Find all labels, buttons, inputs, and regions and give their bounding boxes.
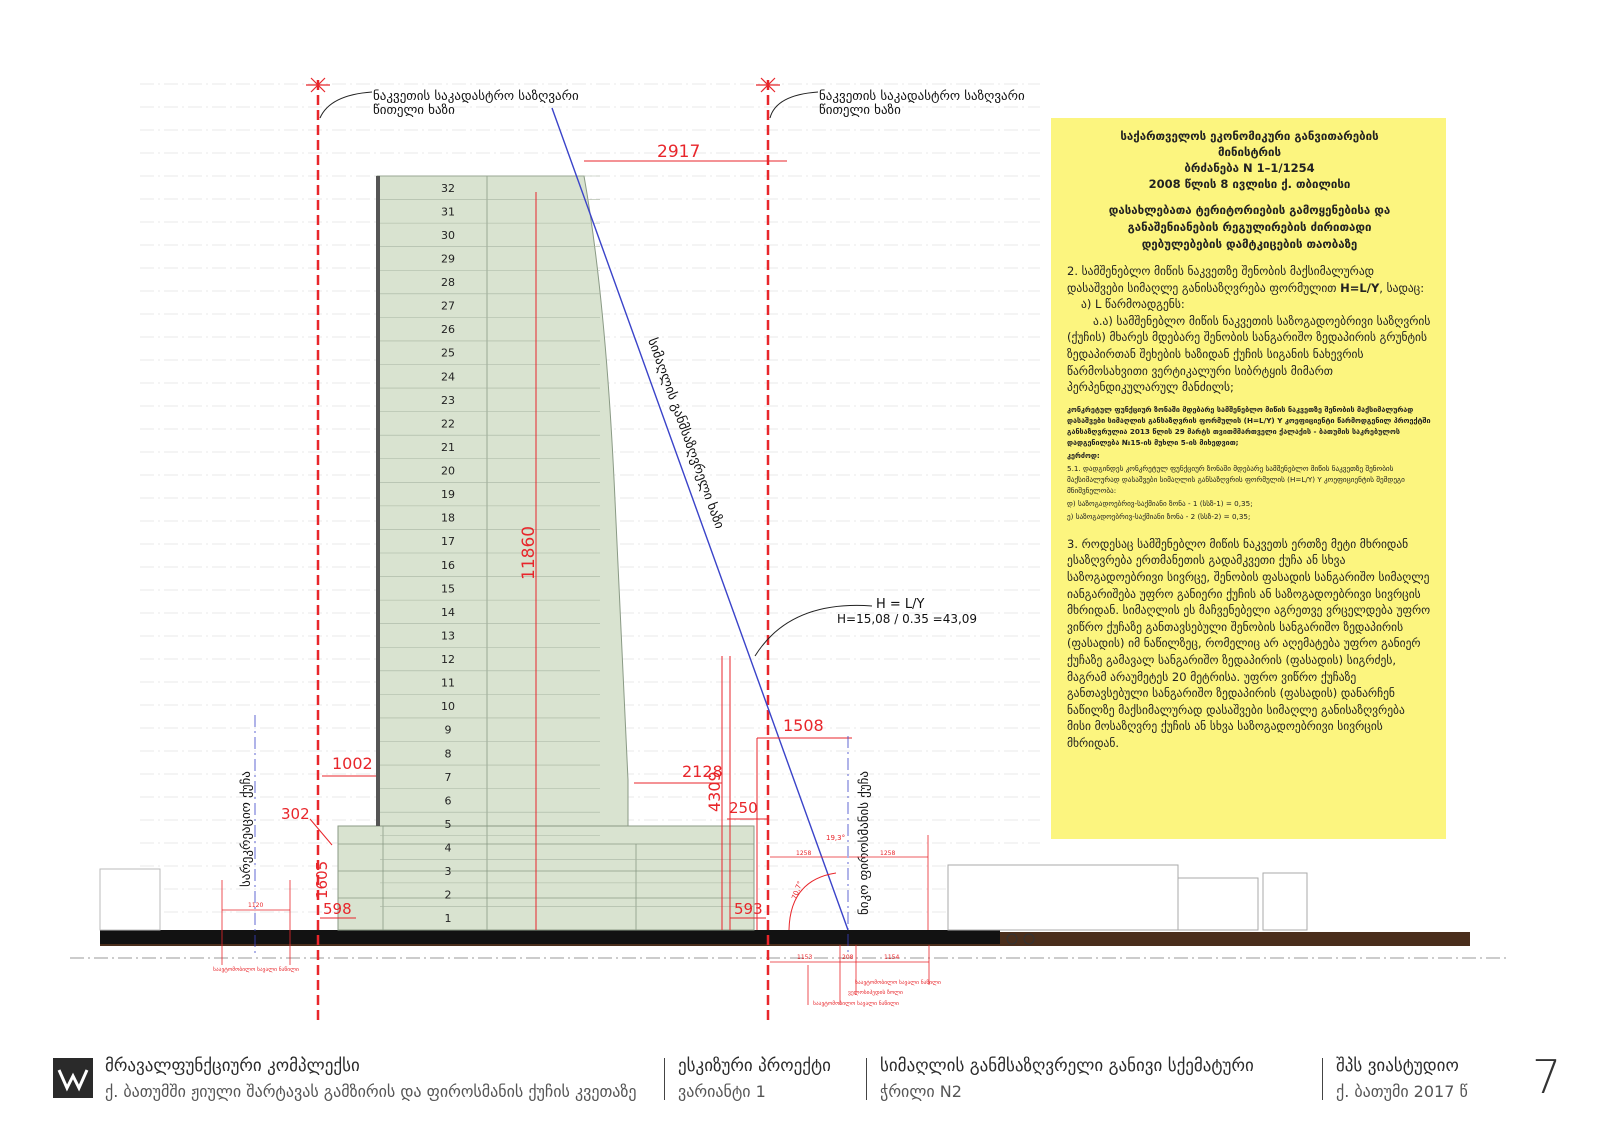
dim-1153: 1153: [797, 954, 813, 961]
floor-number: 23: [441, 393, 455, 407]
cadastre-left-label-2: წითელი ხაზი: [373, 103, 455, 118]
cadastre-left-label-1: ნაკვეთის საკადასტრო საზღვარი: [373, 89, 579, 104]
regulation-info-box: [1051, 118, 1446, 839]
stage-title: ესკიზური პროექტი: [678, 1056, 831, 1076]
floor-number: 3: [444, 865, 452, 879]
footer-separator: [664, 1058, 665, 1100]
neighbour-building-right-1: [948, 865, 1178, 930]
dim-1258-lines: [770, 835, 928, 930]
angle-bottom: 70,7°: [790, 880, 805, 901]
batumi-council-head: კერძოდ:: [1067, 450, 1100, 460]
regulation-header-line: ბრძანება N 1–1/1254: [1184, 161, 1315, 175]
dim-1258a: 1258: [796, 850, 812, 857]
batumi-council-e: ე) საზოგადოებრივ-საქმიანი ზონა - 2 (სსზ-2) = 0,35;: [1067, 511, 1251, 521]
para2-tail: , სადაც:: [1379, 280, 1425, 295]
floor-number: 20: [441, 464, 455, 478]
floor-number: 16: [441, 558, 455, 572]
floor-number: 24: [441, 370, 455, 384]
floor-number: 18: [441, 511, 455, 525]
dim-302: 302: [281, 805, 310, 823]
floor-number: 1: [444, 912, 452, 926]
leader-cadastre-right: [770, 92, 818, 118]
para2-intro: 2. სამშენებლო მიწის ნაკვეთზე შენობის მაქსიმალურად დასაშვები სიმაღლე განისაზღვრება ფორმულით: [1067, 264, 1375, 295]
para2-aa: ა.ა) სამშენებლო მიწის ნაკვეთის საზოგადოებრივი საზღვრის (ქუჩის) მხარეს მდებარე შენობის სანგარიშო ზედაპირის გრუნტის ზედაპირთან შეხების ხაზიდან ქუჩის სიგანის ნახევრის წარმოსახვითი ვერტიკალური სიბრტყის მიმართ პერპენდიკულარულ მანძილს;: [1067, 313, 1431, 395]
left-bottom-label: საავტომობილო სავალი ნაწილი: [213, 967, 299, 973]
floor-number: 8: [444, 747, 452, 761]
para2-a: ა) L წარმოადგენს:: [1081, 297, 1185, 312]
formula-line-1: H = L/Y: [876, 597, 925, 612]
floor-number: 21: [441, 440, 455, 454]
podium: [338, 826, 754, 930]
floor-number: 12: [441, 653, 455, 667]
stage-variant: ვარიანტი 1: [678, 1082, 766, 1101]
dim-1120-line: [222, 880, 290, 965]
project-address: ქ. ბათუმში ჟიული შარტავას გამზირის და ფიროსმანის ქუჩის კვეთაზე: [105, 1082, 637, 1101]
dim-1154: 1154: [884, 954, 900, 961]
dim-250: 250: [729, 799, 758, 817]
right-bottom-label-1: საავტომობილო სავალი ნაწილი: [855, 980, 941, 986]
formula-line-2: H=15,08 / 0.35 =43,09: [837, 612, 978, 626]
regulation-header: [1067, 128, 1432, 192]
street-left-label: სარეკრეაციო ქუჩა: [239, 771, 254, 887]
batumi-council-d: დ) საზოგადოებრივ-საქმიანი ზონა - 1 (სსზ-1) = 0,35;: [1067, 498, 1253, 508]
floor-number: 10: [441, 700, 455, 714]
height-limit-line-label: სიმაღლის განმსაზღვრელი ხაზი: [644, 336, 727, 531]
floor-number: 17: [441, 535, 455, 549]
ground-slab: [100, 930, 1000, 944]
dim-1605: 1605: [313, 860, 331, 899]
angle-top: 19,3°: [826, 834, 846, 842]
floor-number: 11: [441, 676, 455, 690]
cadastre-right-label-2: წითელი ხაზი: [819, 103, 901, 118]
para2-formula: H=L/Y: [1340, 280, 1380, 295]
dim-593: 593: [734, 900, 763, 918]
dim-208: 208: [842, 954, 854, 961]
title-block: [0, 1050, 1600, 1132]
street-right-label: ნიკო ფიროსმანის ქუჩა: [857, 770, 872, 915]
floor-number: 15: [441, 582, 455, 596]
floor-number: 30: [441, 228, 455, 242]
floor-number: 13: [441, 629, 455, 643]
regulation-header-line: 2008 წლის 8 ივლისი ქ. თბილისი: [1148, 177, 1351, 191]
dim-2917: 2917: [657, 142, 701, 162]
batumi-council-paragraph: კონკრეტულ ფუნქციურ ზონაში მდებარე სამშენებლო მიწის ნაკვეთზე შენობის მაქსიმალურად დასაშვები სიმაღლის განსაზღვრის ფორმულის (H=L/Y) Y კოეფიციენტი წარმოდგენილ პროექტში განსაზღვრულია 2013 წლის 29 მარტს თვითმმართველი ქალაქის - ბათუმის საკრებულოს დადგენილება №15-ის მუხლი 5-ის მიხედვით;: [1067, 404, 1431, 447]
floor-number: 28: [441, 276, 455, 290]
studio-name: შპს ვიასტუდიო: [1336, 1056, 1459, 1076]
regulation-paragraph-3: 3. როდესაც სამშენებლო მიწის ნაკვეთს ერთზე მეტი მხრიდან ესაზღვრება ერთმანეთის გადამკვეთი ქუჩა ან სხვა საზოგადოებრივი სივრცე, შენობის ფასადის სანგარიშო სიმაღლე იანგარიშება უფრო განიერი ქუჩის ან საზოგადოებრივი სივრცის მხრიდან. სიმაღლის ეს მაჩვენებელი აგრეთვე ვრცელდება უფრო ვიწრო ქუჩაზე განთავსებული შენობის სანგარიშო ზედაპირის (ფასადის) იმ ნაწილზეც, რომელიც არ აღემატება უფრო განიერ ქუჩაზე გამავალ სანგარიშო ზედაპირის (ფასადის) სიგრძეს, მაგრამ არაუმეტეს 20 მეტრისა. უფრო ვიწრო ქუჩაზე განთავსებული სანგარიშო ზედაპირის (ფასადის) დანარჩენ ნაწილზე მაქსიმალურად დასაშვები სიმაღლე განისაზღვრება მისი მოსაზღვრე ქუჩის ან სხვა საზოგადოებრივი სივრცის მხრიდან.: [1067, 536, 1431, 750]
footer-separator: [866, 1058, 867, 1100]
floor-number: 7: [444, 770, 452, 784]
floor-number: 2: [444, 888, 452, 902]
floor-number: 9: [444, 723, 452, 737]
dim-1002: 1002: [332, 754, 373, 773]
dim-1258b: 1258: [880, 850, 896, 857]
sheet-subtitle: ჭრილი N2: [880, 1082, 962, 1101]
right-bottom-label-3: საავტომობილო სავალი ნაწილი: [813, 1001, 899, 1007]
studio-logo-icon: [53, 1058, 93, 1098]
studio-city-year: ქ. ბათუმი 2017 წ: [1336, 1082, 1468, 1101]
floor-number: 29: [441, 252, 455, 266]
neighbour-building-left: [100, 869, 160, 930]
dim-2128: 2128: [682, 762, 723, 781]
regulation-header-line: საქართველოს ეკონომიკური განვითარების: [1120, 129, 1379, 143]
floor-number: 6: [444, 794, 452, 808]
floor-number: 26: [441, 323, 455, 337]
tower: [377, 176, 628, 826]
regulation-subheader-line: დასახლებათა ტერიტორიების გამოყენებისა და: [1108, 203, 1391, 217]
floor-number: 5: [444, 817, 452, 831]
batumi-council-51: 5.1. დადგინდეს კონკრეტულ ფუნქციურ ზონაში მდებარე სამშენებლო მიწის ნაკვეთზე შენობის მაქსიმალურად დასაშვები სიმაღლის განსაზღვრის ფორმულის (H=L/Y) Y კოეფიციენტის შემდეგი მნიშვნელობა:: [1067, 463, 1405, 495]
cadastre-right-label-1: ნაკვეთის საკადასტრო საზღვარი: [819, 89, 1025, 104]
dim-1508: 1508: [783, 716, 824, 735]
regulation-header-line: მინისტრის: [1217, 145, 1282, 159]
studio-logo: [53, 1058, 93, 1098]
floor-number: 4: [444, 841, 452, 855]
dim-598: 598: [323, 900, 352, 918]
neighbour-building-right-3: [1263, 873, 1307, 930]
dim-4309: 4309: [705, 771, 724, 812]
regulation-paragraph-2: [1067, 263, 1432, 396]
page-number: 7: [1532, 1050, 1562, 1104]
dim-11860: 11860: [519, 525, 539, 580]
floor-number: 32: [441, 181, 455, 195]
right-bottom-label-2: ველოსიპედის ზოლი: [848, 990, 903, 996]
regulation-subheader: [1067, 202, 1432, 253]
floor-number: 31: [441, 205, 455, 219]
neighbour-building-right-2: [1178, 878, 1258, 930]
floor-number: 27: [441, 299, 455, 313]
dim-302-leader: [310, 819, 332, 845]
project-title: მრავალფუნქციური კომპლექსი: [105, 1056, 360, 1076]
regulation-subheader-line: დებულებების დამტკიცების თაობაზე: [1141, 237, 1358, 251]
footer-separator: [1322, 1058, 1323, 1100]
floor-number: 14: [441, 605, 455, 619]
dim-1120: 1120: [248, 902, 264, 909]
regulation-subheader-line: განაშენიანების რეგულირების ძირითადი: [1127, 220, 1372, 234]
sheet-title: სიმაღლის განმსაზღვრელი განივი სქემატური: [880, 1056, 1254, 1076]
floor-number: 19: [441, 488, 455, 502]
floor-number: 25: [441, 346, 455, 360]
leader-cadastre-left: [320, 92, 372, 118]
floor-number: 22: [441, 417, 455, 431]
